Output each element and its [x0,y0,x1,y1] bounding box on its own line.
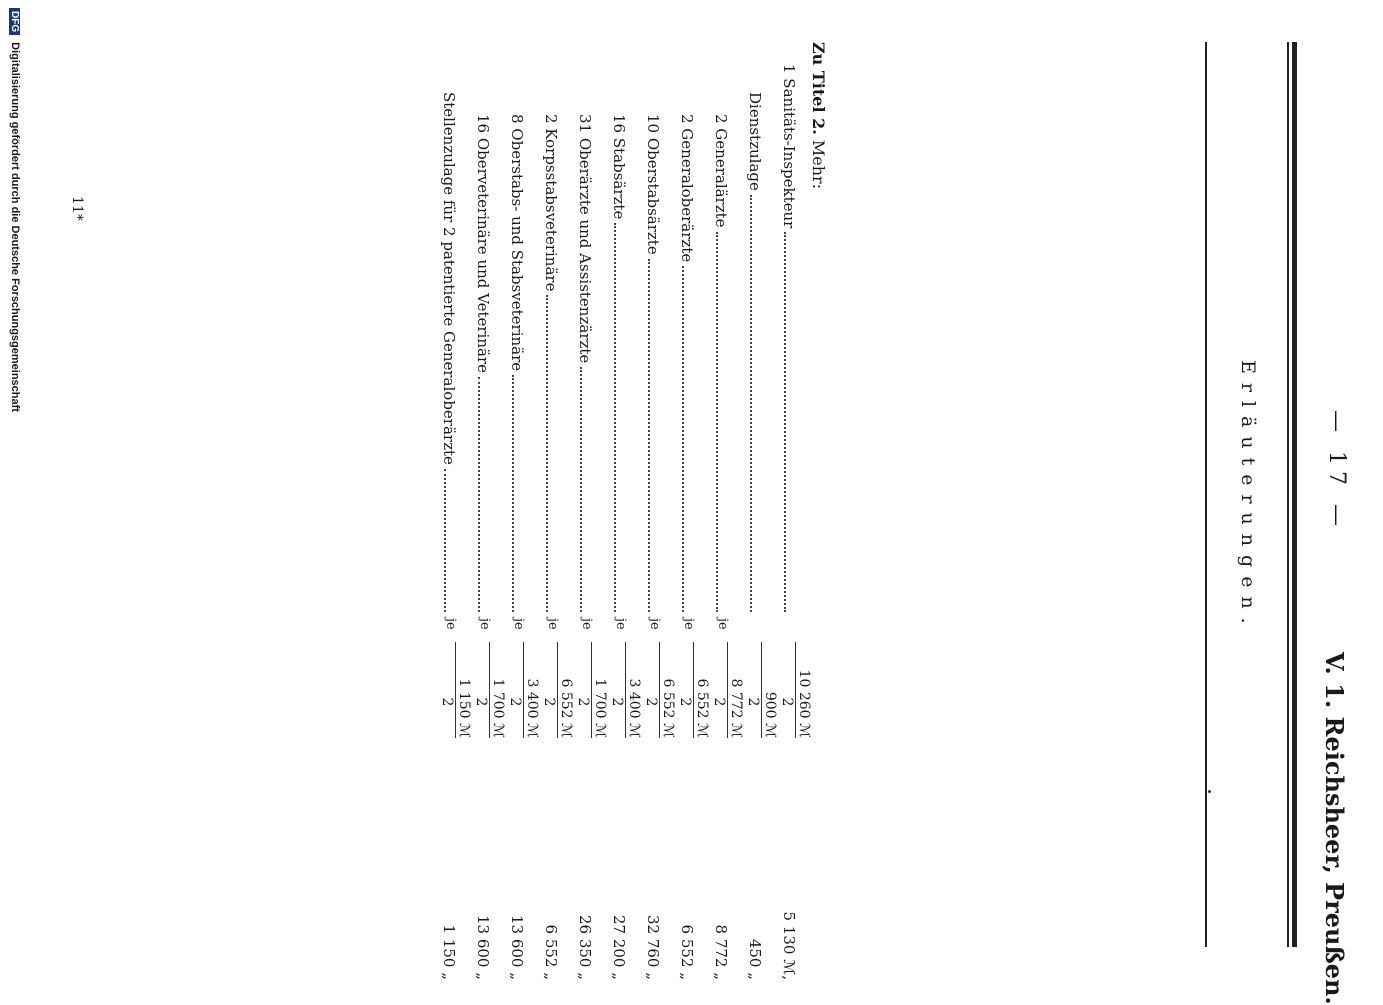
row-amount: 27 200 „ [610,914,628,980]
fraction-denominator: 2 [745,697,761,707]
fraction-numerator: 1 150 ℳ [455,642,472,738]
je-marker: je [715,618,730,630]
leader-dots [546,295,548,612]
je-marker: je [579,618,594,630]
fraction [677,642,710,738]
leader-dots [444,469,446,612]
je-marker: je [477,618,492,630]
table-row [572,42,608,980]
table-intro [809,42,828,189]
fraction-numerator: 3 400 ℳ [523,642,540,738]
header-rule-thick [1292,42,1297,947]
title-suffix: Mehr: [809,139,828,190]
table-row [640,42,676,980]
row-amount: 32 760 „ [644,914,662,980]
leader-dots [648,259,650,612]
table-row [606,42,642,980]
leader-dots [682,266,684,612]
table-row [538,42,574,980]
row-amount: 6 552 „ [678,924,696,980]
fraction-denominator: 2 [473,697,489,707]
row-label: 1 Sanitäts-Inspekteur [780,64,798,229]
fraction-denominator: 2 [575,697,591,707]
table-row [470,42,506,980]
fraction-numerator: 8 772 ℳ [727,642,744,738]
leader-dots [750,195,752,612]
leader-dots [716,232,718,612]
table-row [674,42,710,980]
je-marker: je [613,618,628,630]
margin-mark [1208,790,1211,793]
je-marker: je [511,618,526,630]
leader-dots [580,367,582,612]
folio-mark: 11* [69,196,85,221]
fraction-denominator: 2 [677,697,693,707]
fraction-denominator: 2 [507,697,523,707]
table-row [776,42,812,980]
fraction-denominator: 2 [711,697,727,707]
fraction [711,642,744,738]
fraction [745,642,778,738]
row-label: 31 Oberärzte und Assistenzärzte [576,114,594,364]
fraction-numerator: 6 552 ℳ [659,642,676,738]
digitization-note: Digitalisierung gefördert durch die Deutsche Forschungsgemeinschaft [9,42,21,412]
leader-dots [478,377,480,612]
table-row [708,42,744,980]
fraction-denominator: 2 [779,697,795,707]
fraction-denominator: 2 [541,697,557,707]
leader-dots [614,223,616,612]
title-reference: Zu Titel 2. [809,42,828,135]
row-label: 2 Generalärzte [712,114,730,228]
fraction-numerator: 1 700 ℳ [591,642,608,738]
row-amount: 1 150 „ [440,924,458,980]
fraction-denominator: 2 [643,697,659,707]
row-amount: 450 „ [746,938,764,980]
row-label: 2 Korpsstabsveterinäre [542,114,560,292]
row-amount: 26 350 „ [576,914,594,980]
row-amount: 13 600 „ [508,914,526,980]
chapter-title: V. 1. Reichsheer, Preußen. [1320,652,1349,1005]
fraction-numerator: 3 400 ℳ [625,642,642,738]
fraction [575,642,608,738]
row-amount: 13 600 „ [474,914,492,980]
digitization-footer [3,8,21,412]
row-label: 2 Generaloberärzte [678,114,696,263]
fraction [473,642,506,738]
row-amount: 5 130 ℳ, [780,911,798,980]
row-amount: 8 772 „ [712,924,730,980]
row-label: Dienstzulage [746,92,764,191]
row-label: 8 Oberstabs- und Stabsveterinäre [508,114,526,372]
fraction [609,642,642,738]
table-row [436,42,472,980]
fraction-numerator: 6 552 ℳ [693,642,710,738]
fraction-numerator: 10 260 ℳ [795,642,812,738]
je-marker: je [443,618,458,630]
row-amount: 6 552 „ [542,924,560,980]
row-label: 16 Oberveterinäre und Veterinäre [474,114,492,373]
header-rule-thin [1287,42,1289,947]
fraction [439,642,472,738]
fraction [541,642,574,738]
fraction [507,642,540,738]
fraction [779,642,812,738]
fraction-denominator: 2 [439,697,455,707]
dfg-logo: DFG [9,8,20,35]
je-marker: je [545,618,560,630]
section-heading: Erläuterungen. [1237,360,1259,633]
leader-dots [512,375,514,612]
fraction [643,642,676,738]
row-label: Stellenzulage für 2 patentierte Generaloberärzte [440,92,458,465]
fraction-numerator: 1 700 ℳ [489,642,506,738]
section-rule [1205,42,1207,947]
leader-dots [784,232,786,612]
je-marker: je [681,618,696,630]
je-marker: je [647,618,662,630]
fraction-numerator: 6 552 ℳ [557,642,574,738]
fraction-denominator: 2 [609,697,625,707]
row-label: 10 Oberstabsärzte [644,114,662,255]
table-row [742,42,778,980]
page-number: — 17 — [1324,410,1349,532]
fraction-numerator: 900 ℳ [761,642,778,738]
row-label: 16 Stabsärzte [610,114,628,220]
table-row [504,42,540,980]
page-header [1303,0,1349,1005]
